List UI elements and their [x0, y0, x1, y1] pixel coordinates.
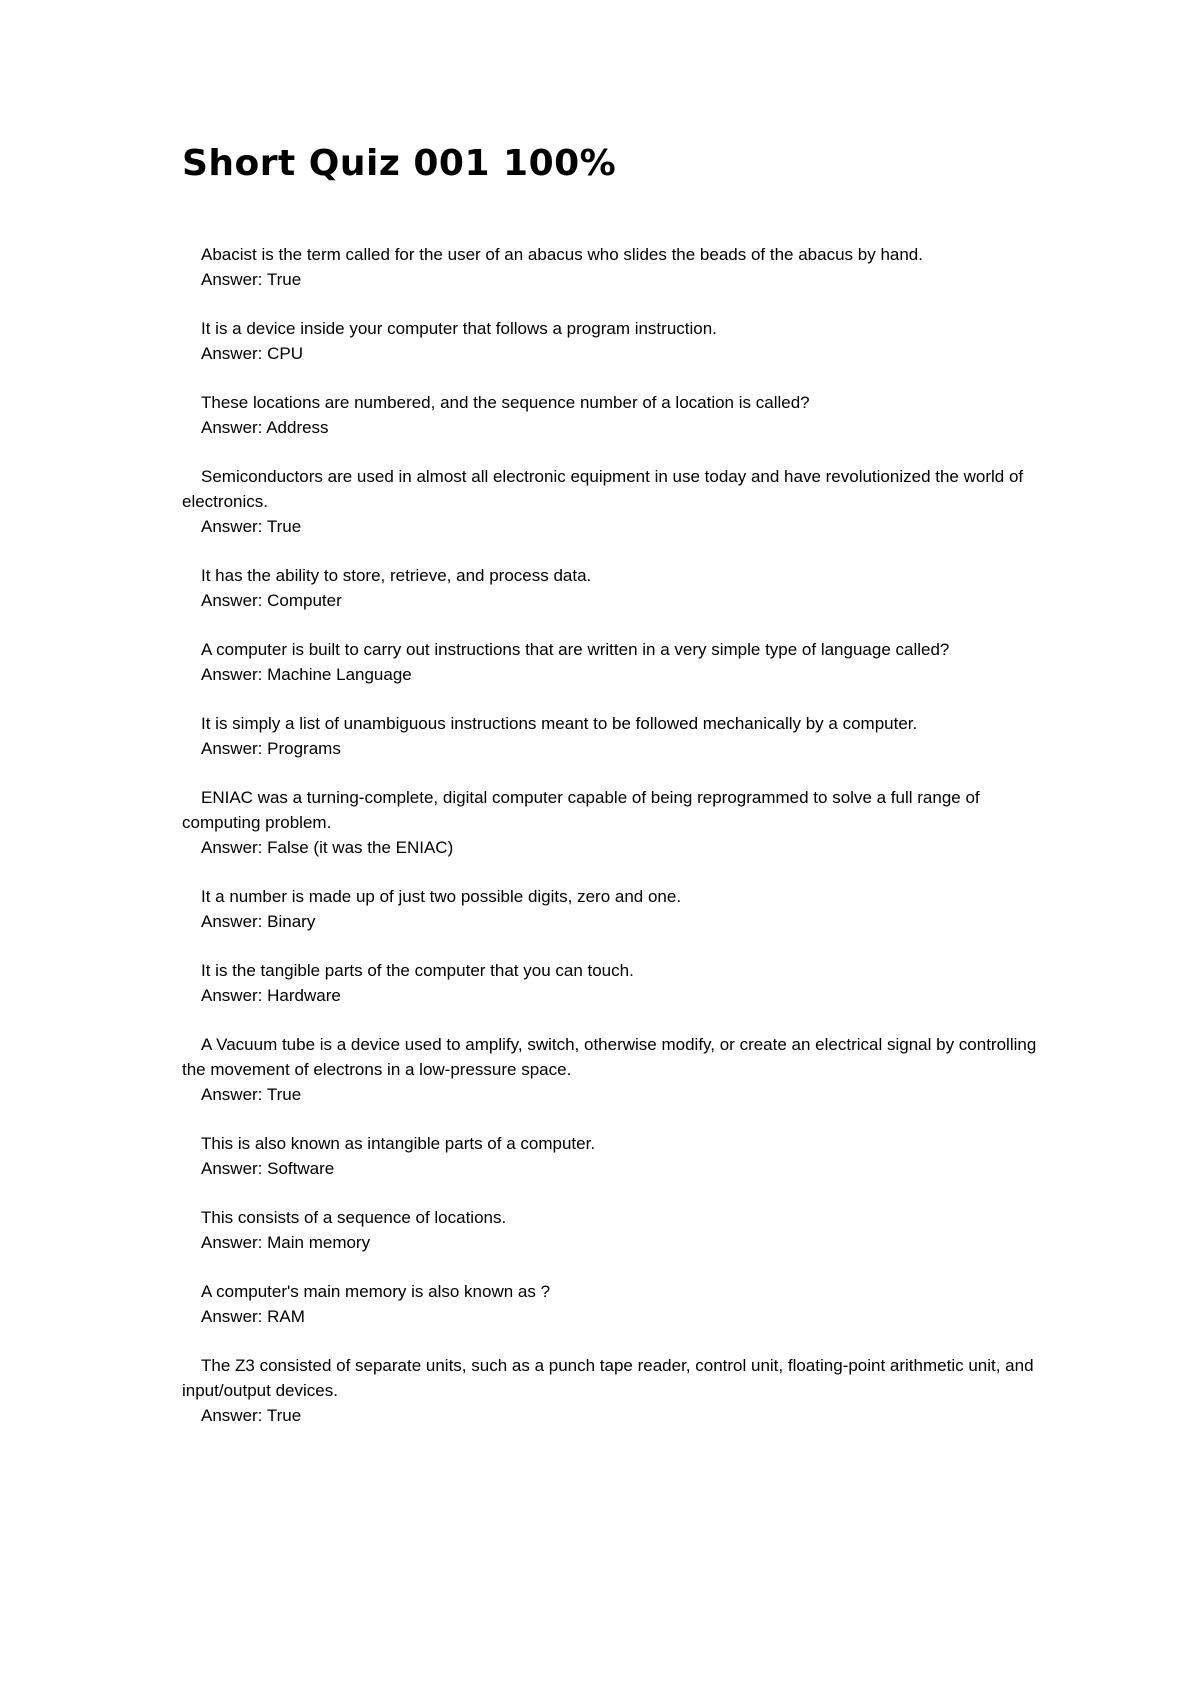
question-item — [182, 1131, 1042, 1181]
question-item — [182, 390, 1042, 440]
question-item — [182, 563, 1042, 613]
question-text: It is simply a list of unambiguous instructions meant to be followed mechanically by a computer. — [201, 714, 918, 733]
question-item — [182, 637, 1042, 687]
question-item — [182, 785, 1042, 860]
answer-text: Answer: CPU — [201, 344, 304, 363]
question-item — [182, 316, 1042, 366]
answer-text: Answer: Main memory — [201, 1233, 371, 1252]
question-item — [182, 1353, 1042, 1428]
question-text: The Z3 consisted of separate units, such as a punch tape reader, control unit, floating-point arithmetic unit, and input/output devices. — [182, 1356, 1034, 1400]
answer-text: Answer: False (it was the ENIAC) — [201, 838, 454, 857]
question-text: This is also known as intangible parts of a computer. — [201, 1134, 596, 1153]
answer-text: Answer: True — [201, 1406, 302, 1425]
answer-text: Answer: Machine Language — [201, 665, 412, 684]
document-title: Short Quiz 001 100% — [182, 143, 617, 184]
question-item — [182, 242, 1042, 292]
question-text: These locations are numbered, and the sequence number of a location is called? — [201, 393, 810, 412]
question-text: A computer's main memory is also known as ? — [201, 1282, 551, 1301]
question-text: Semiconductors are used in almost all electronic equipment in use today and have revolutionized the world of electronics. — [182, 467, 1024, 511]
question-text: It is the tangible parts of the computer that you can touch. — [201, 961, 634, 980]
answer-text: Answer: True — [201, 270, 302, 289]
question-item — [182, 958, 1042, 1008]
question-item — [182, 464, 1042, 539]
question-text: This consists of a sequence of locations. — [201, 1208, 507, 1227]
question-item — [182, 884, 1042, 934]
question-list — [182, 242, 1042, 1428]
question-item — [182, 1205, 1042, 1255]
question-item — [182, 711, 1042, 761]
question-item — [182, 1279, 1042, 1329]
question-text: It has the ability to store, retrieve, and process data. — [201, 566, 592, 585]
question-text: It a number is made up of just two possible digits, zero and one. — [201, 887, 682, 906]
answer-text: Answer: Computer — [201, 591, 342, 610]
answer-text: Answer: True — [201, 1085, 302, 1104]
answer-text: Answer: Address — [201, 418, 329, 437]
question-text: It is a device inside your computer that follows a program instruction. — [201, 319, 717, 338]
answer-text: Answer: Programs — [201, 739, 341, 758]
answer-text: Answer: Hardware — [201, 986, 341, 1005]
question-text: Abacist is the term called for the user of an abacus who slides the beads of the abacus by hand. — [201, 245, 923, 264]
answer-text: Answer: True — [201, 517, 302, 536]
question-text: A Vacuum tube is a device used to amplify, switch, otherwise modify, or create an electrical signal by controlling the movement of electrons in a low-pressure space. — [182, 1035, 1037, 1079]
question-text: ENIAC was a turning-complete, digital computer capable of being reprogrammed to solve a full range of computing problem. — [182, 788, 980, 832]
question-text: A computer is built to carry out instructions that are written in a very simple type of language called? — [201, 640, 950, 659]
answer-text: Answer: RAM — [201, 1307, 305, 1326]
question-item — [182, 1032, 1042, 1107]
answer-text: Answer: Software — [201, 1159, 335, 1178]
answer-text: Answer: Binary — [201, 912, 316, 931]
